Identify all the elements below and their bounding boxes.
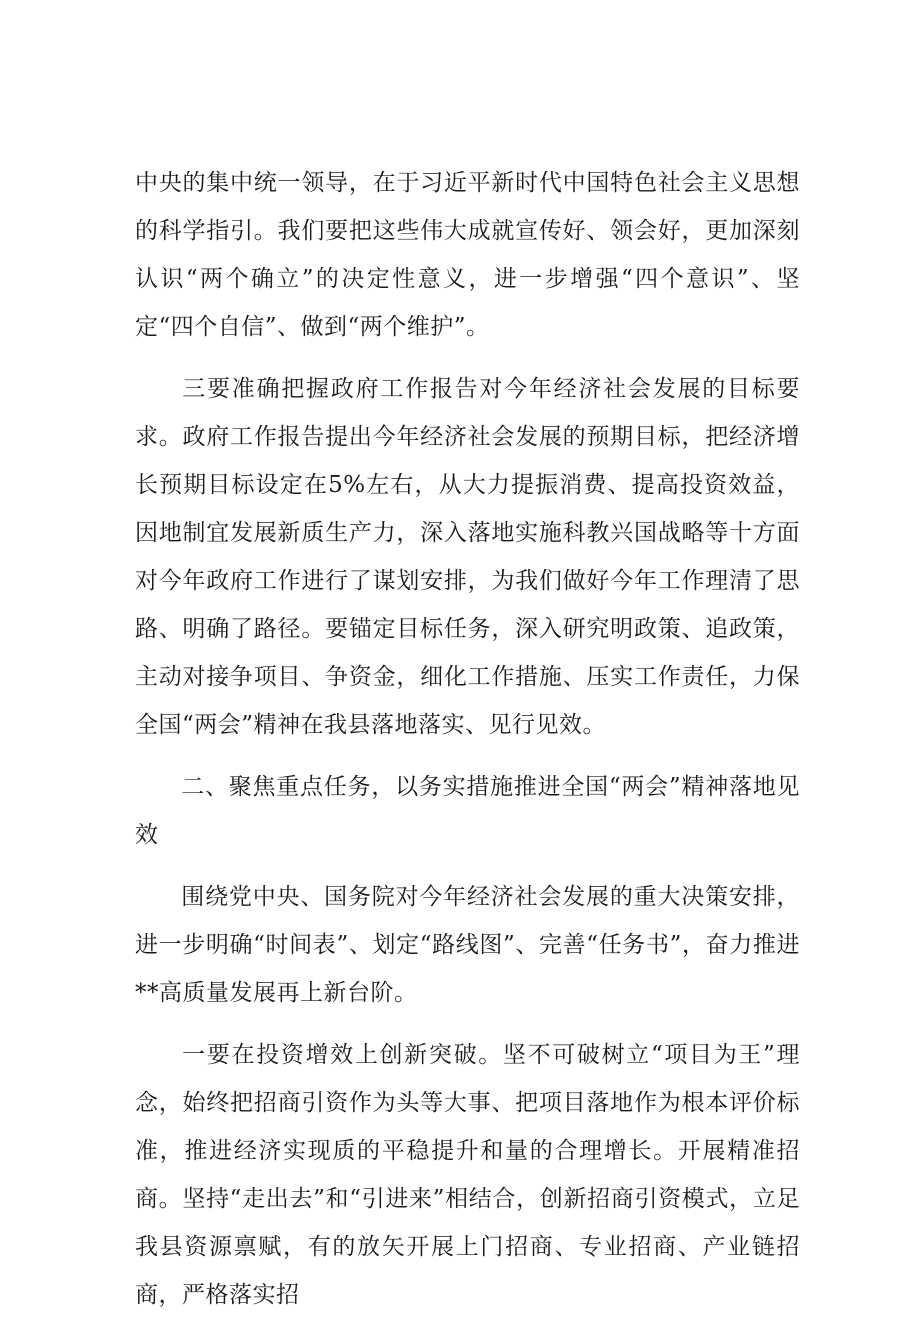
document-body	[135, 159, 800, 1333]
paragraph-5	[135, 1031, 800, 1319]
section-heading-2-text: 二、聚焦重点任务，以务实措施推进全国“两会”精神落地见效	[135, 774, 800, 848]
paragraph-1	[135, 159, 800, 351]
paragraph-1-text: 中央的集中统一领导，在于习近平新时代中国特色社会主义思想的科学指引。我们要把这些伟大成就宣传好、领会好，更加深刻认识“两个确立”的决定性意义，进一步增强“四个意识”、坚定“四个自信”、做到“两个维护”。	[135, 170, 800, 340]
paragraph-4-text: 围绕党中央、国务院对今年经济社会发展的重大决策安排，进一步明确“时间表”、划定“路线图”、完善“任务书”，奋力推进**高质量发展再上新台阶。	[135, 884, 800, 1006]
paragraph-5-text: 一要在投资增效上创新突破。坚不可破树立“项目为王”理念，始终把招商引资作为头等大事、把项目落地作为根本评价标准，推进经济实现质的平稳提升和量的合理增长。开展精准招商。坚持“走出去”和“引进来”相结合，创新招商引资模式，立足我县资源禀赋，有的放矢开展上门招商、专业招商、产业链招商，严格落实招	[135, 1042, 800, 1308]
section-heading-2	[135, 763, 800, 859]
paragraph-2	[135, 365, 800, 749]
paragraph-2-text: 三要准确把握政府工作报告对今年经济社会发展的目标要求。政府工作报告提出今年经济社会发展的预期目标，把经济增长预期目标设定在5%左右，从大力提振消费、提高投资效益，因地制宜发展新质生产力，深入落地实施科教兴国战略等十方面对今年政府工作进行了谋划安排，为我们做好今年工作理清了思路、明确了路径。要锚定目标任务，深入研究明政策、追政策，主动对接争项目、争资金，细化工作措施、压实工作责任，力保全国“两会”精神在我县落地落实、见行见效。	[135, 376, 800, 738]
paragraph-4	[135, 873, 800, 1017]
